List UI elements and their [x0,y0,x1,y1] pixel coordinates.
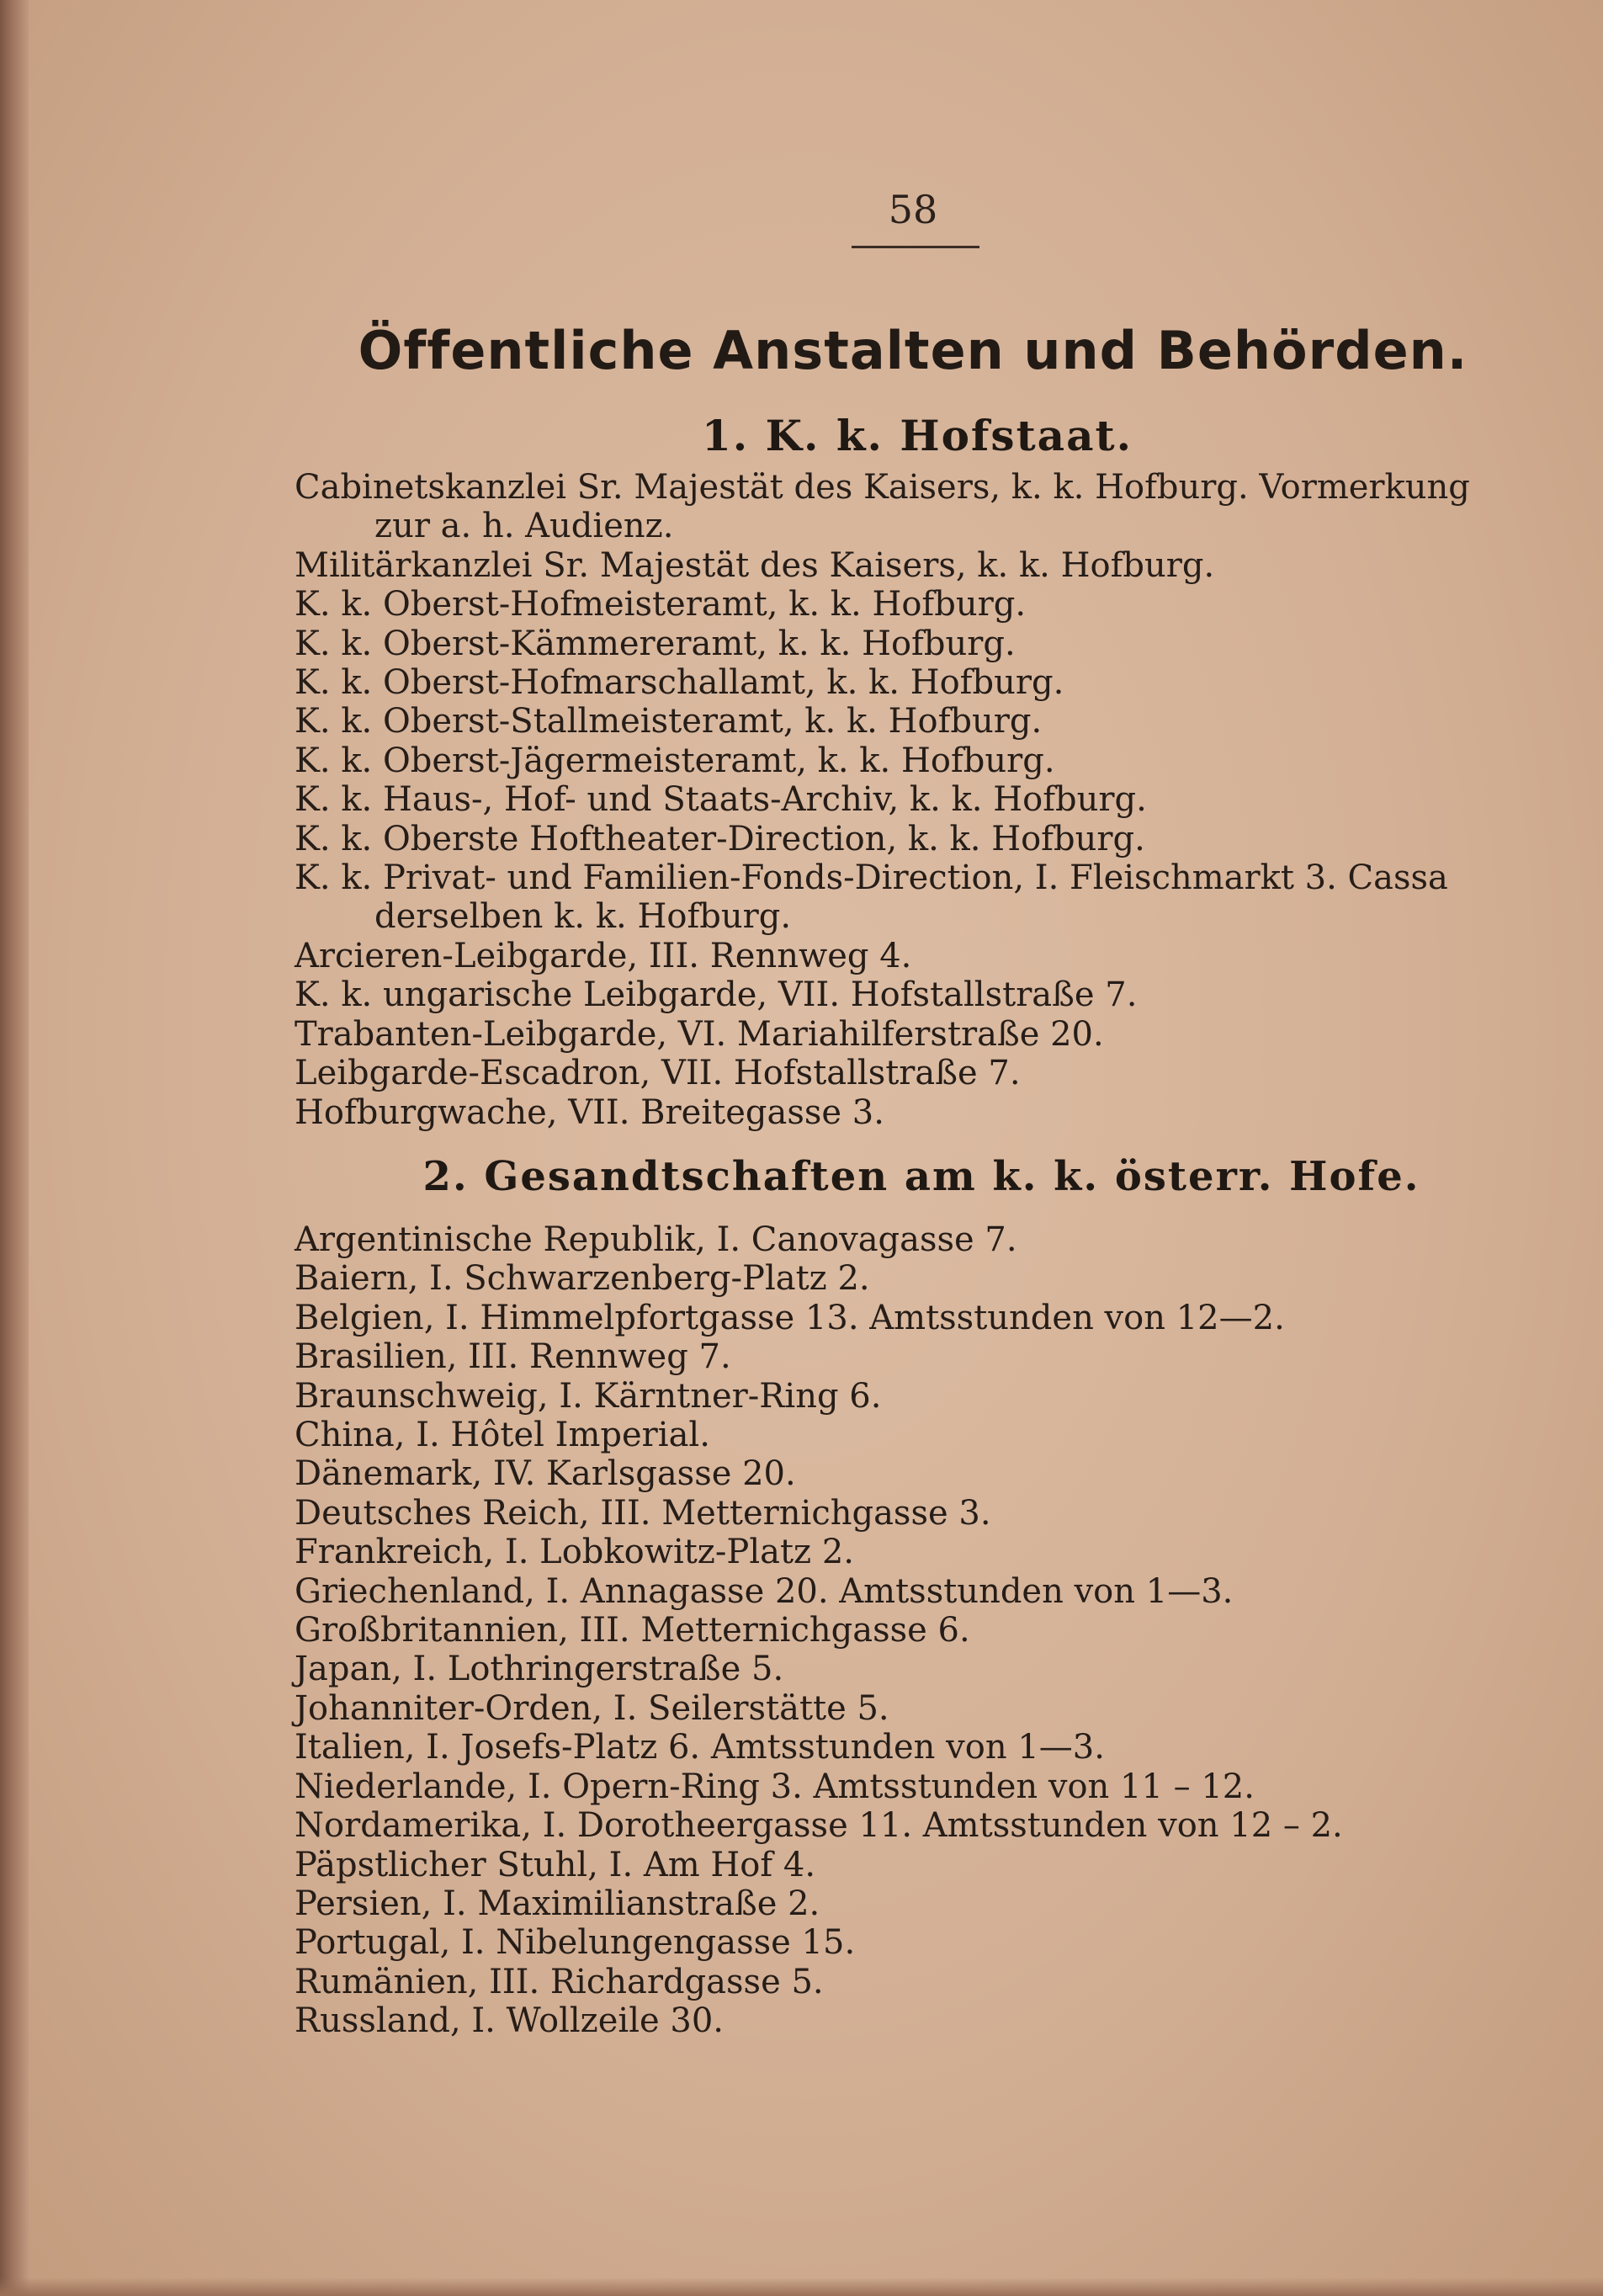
list-item: Johanniter-Orden, I. Seilerstätte 5. [295,1688,889,1728]
list-item: K. k. Oberst-Stallmeisteramt, k. k. Hofburg. [295,702,1043,741]
list-item: Italien, I. Josefs-Platz 6. Amtsstunden von 1—3. [295,1728,1105,1767]
list-item: Dänemark, IV. Karlsgasse 20. [295,1454,796,1494]
list-item: Argentinische Republik, I. Canovagasse 7. [295,1220,1017,1259]
list-item: Japan, I. Lothringerstraße 5. [295,1650,784,1689]
list-item: K. k. Oberst-Jägermeisteramt, k. k. Hofburg. [295,741,1055,780]
list-item: Leibgarde-Escadron, VII. Hofstallstraße 7. [295,1054,1021,1093]
list-item: K. k. Haus-, Hof- und Staats-Archiv, k. k. Hofburg. [295,780,1147,820]
list-item: Brasilien, III. Rennweg 7. [295,1337,731,1377]
list-item: Trabanten-Leibgarde, VI. Mariahilferstraße 20. [295,1014,1104,1054]
list-item: K. k. Privat- und Familien-Fonds-Direction, I. Fleischmarkt 3. Cassa derselben k. k. Hofburg. [295,858,1448,937]
page-number: 58 [888,187,938,232]
hofstaat-list [295,468,1515,1132]
list-item: Portugal, I. Nibelungengasse 15. [295,1923,856,1963]
section-heading-gesandtschaften: 2. Gesandtschaften am k. k. österr. Hofe. [422,1153,1420,1200]
list-item: Niederlande, I. Opern-Ring 3. Amtsstunden von 11 – 12. [295,1767,1255,1806]
list-item: China, I. Hôtel Imperial. [295,1416,710,1455]
page-bottom-edge [0,2277,1603,2296]
section-heading-hofstaat: 1. K. k. Hofstaat. [702,411,1133,460]
list-item: Hofburgwache, VII. Breitegasse 3. [295,1092,884,1132]
page-title: Öffentliche Anstalten und Behörden. [358,320,1468,381]
list-item: K. k. Oberst-Hofmeisteramt, k. k. Hofburg. [295,585,1027,624]
list-item: Belgien, I. Himmelpfortgasse 13. Amtsstunden von 12—2. [295,1298,1285,1337]
list-item: Baiern, I. Schwarzenberg-Platz 2. [295,1259,870,1299]
list-item: Russland, I. Wollzeile 30. [295,2001,724,2041]
list-item: Arcieren-Leibgarde, III. Rennweg 4. [295,936,912,975]
list-item: Päpstlicher Stuhl, I. Am Hof 4. [295,1845,816,1884]
list-item: K. k. Oberste Hoftheater-Direction, k. k. Hofburg. [295,819,1145,858]
list-item: Persien, I. Maximilianstraße 2. [295,1884,820,1923]
page-number-rule [852,246,979,248]
list-item: K. k. Oberst-Kämmereramt, k. k. Hofburg. [295,624,1016,663]
list-item: Braunschweig, I. Kärntner-Ring 6. [295,1376,882,1416]
gesandtschaften-list [295,1220,1515,2041]
list-item: Nordamerika, I. Dorotheergasse 11. Amtsstunden von 12 – 2. [295,1806,1343,1846]
list-item: Cabinetskanzlei Sr. Majestät des Kaisers, k. k. Hofburg. Vormerkung zur a. h. Audienz. [295,468,1470,546]
list-item: Frankreich, I. Lobkowitz-Platz 2. [295,1533,854,1572]
list-item: K. k. Oberst-Hofmarschallamt, k. k. Hofburg. [295,663,1064,703]
list-item: Griechenland, I. Annagasse 20. Amtsstunden von 1—3. [295,1571,1234,1611]
list-item: Rumänien, III. Richardgasse 5. [295,1962,824,2001]
list-item: Deutsches Reich, III. Metternichgasse 3. [295,1493,991,1533]
list-item: K. k. ungarische Leibgarde, VII. Hofstallstraße 7. [295,975,1138,1015]
list-item: Militärkanzlei Sr. Majestät des Kaisers, k. k. Hofburg. [295,545,1215,585]
list-item: Großbritannien, III. Metternichgasse 6. [295,1611,970,1650]
